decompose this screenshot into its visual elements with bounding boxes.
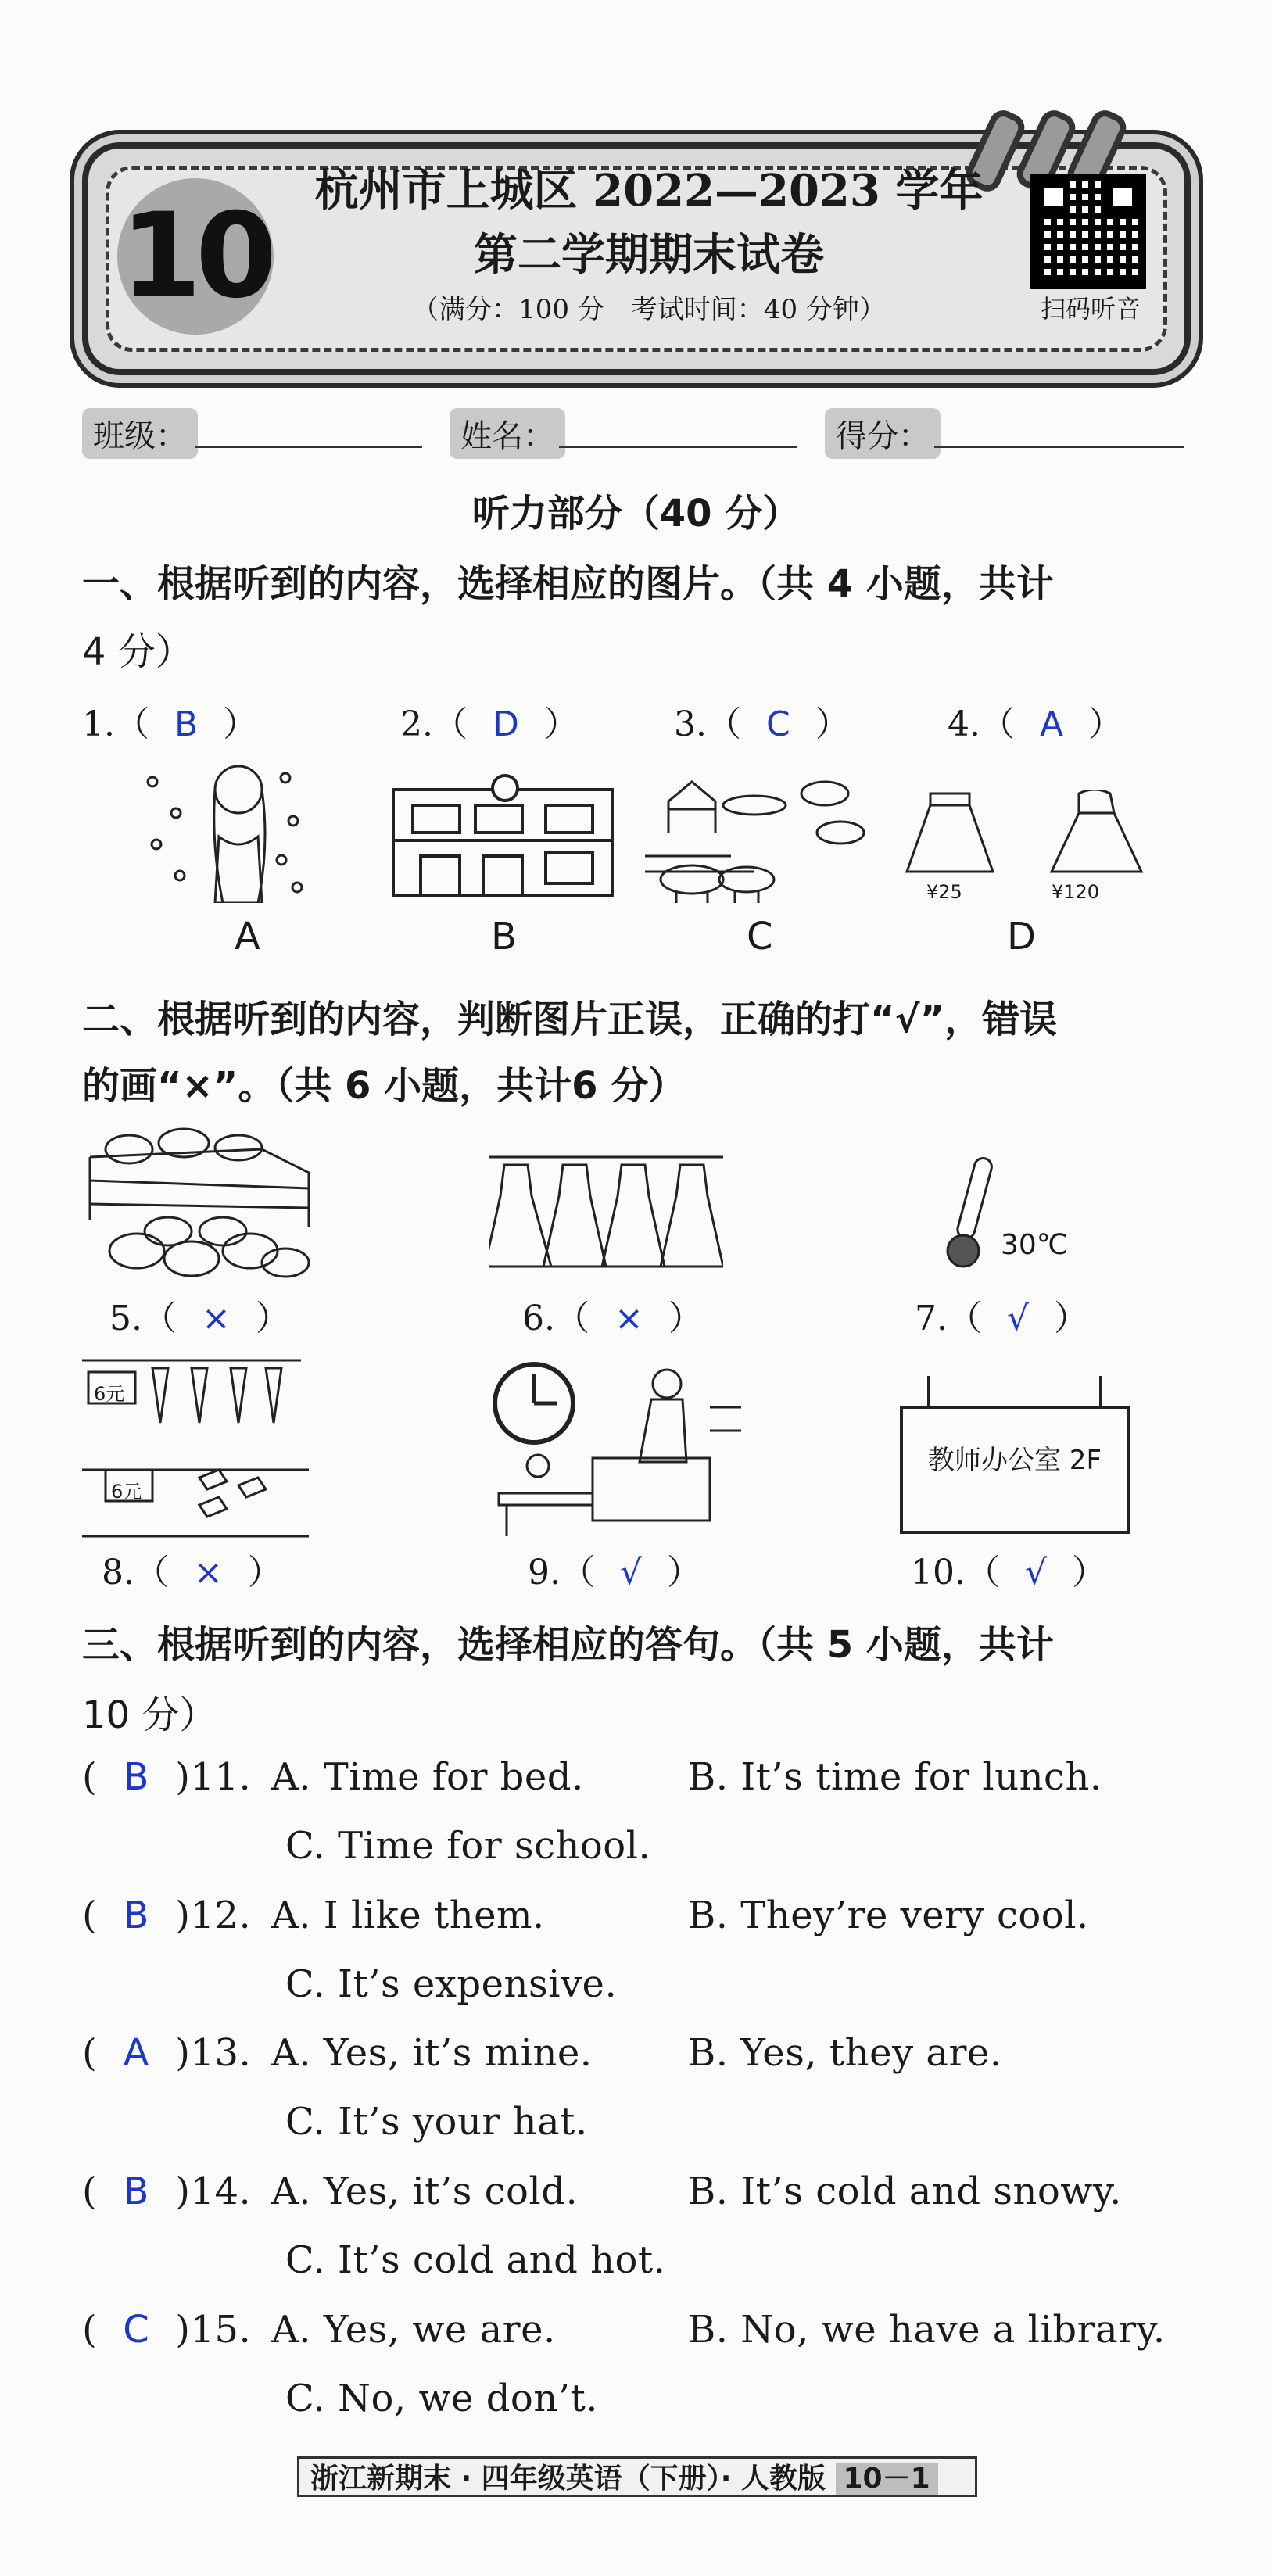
picture-d-skirts — [899, 790, 1157, 891]
qr-code-icon[interactable] — [1030, 174, 1146, 289]
question-5: 5.（ × ） — [109, 1299, 290, 1338]
section1-title: 一、根据听到的内容，选择相应的图片。（共 4 小题，共计 — [82, 562, 1054, 606]
footer-text: 浙江新期末 · 四年级英语（下册）· 人教版 — [310, 2463, 826, 2495]
question-11-option-c: C. Time for school. — [285, 1824, 651, 1868]
name-label: 姓名： — [450, 408, 565, 459]
question-4: 4.（ A ） — [948, 704, 1123, 744]
exam-number: 10 — [120, 188, 271, 324]
picture-a-snow-girl — [137, 758, 309, 903]
caption-c: C — [747, 915, 773, 958]
exam-subtitle: （满分：100 分 考试时间：40 分钟） — [412, 294, 886, 325]
question-12-option-b: B. They’re very cool. — [688, 1893, 1089, 1937]
question-10: 10.（ √ ） — [911, 1553, 1107, 1593]
question-7: 7.（ √ ） — [915, 1299, 1089, 1338]
listening-title: 听力部分（40 分） — [471, 492, 801, 536]
caption-d: D — [1007, 915, 1036, 958]
caption-b: B — [491, 915, 517, 958]
exam-title-line1: 杭州市上城区 2022—2023 学年 — [314, 165, 984, 217]
question-14-option-b: B. It’s cold and snowy. — [688, 2169, 1122, 2213]
price-tag-25: ¥25 — [926, 881, 962, 903]
question-6: 6.（ × ） — [522, 1299, 703, 1338]
question-12-option-c: C. It’s expensive. — [285, 1962, 618, 2006]
question-2: 2.（ D ） — [400, 704, 579, 744]
question-3: 3.（ C ） — [674, 704, 850, 744]
page-footer — [297, 2456, 977, 2497]
section3-title: 三、根据听到的内容，选择相应的答句。（共 5 小题，共计 — [82, 1623, 1054, 1667]
temperature-label: 30℃ — [1001, 1229, 1069, 1261]
question-11-option-b: B. It’s time for lunch. — [688, 1755, 1102, 1799]
picture-b-school-building — [389, 774, 616, 899]
score-label: 得分： — [825, 408, 941, 459]
question-13-option-b: B. Yes, they are. — [688, 2031, 1002, 2075]
section1-title-cont: 4 分） — [82, 630, 193, 674]
qr-caption: 扫码听音 — [1040, 294, 1141, 324]
score-field[interactable] — [934, 446, 1184, 448]
section2-title-cont: 的画“×”。（共 6 小题，共计6 分） — [82, 1064, 686, 1108]
question-8: 8.（ × ） — [102, 1553, 282, 1593]
section3-title-cont: 10 分） — [82, 1693, 217, 1737]
price-tag-120: ¥120 — [1052, 881, 1100, 903]
question-11: ( B )11. A. Time for bed. — [82, 1755, 584, 1799]
question-15: ( C )15. A. Yes, we are. — [82, 2308, 556, 2352]
question-13: ( A )13. A. Yes, it’s mine. — [82, 2031, 593, 2075]
question-9: 9.（ √ ） — [528, 1553, 702, 1593]
picture-dresses — [489, 1149, 723, 1274]
class-field[interactable] — [195, 446, 422, 448]
picture-c-farm — [645, 762, 880, 903]
page-number: 10－1 — [836, 2463, 938, 2495]
question-15-option-b: B. No, we have a library. — [688, 2308, 1166, 2352]
picture-potatoes — [82, 1126, 317, 1282]
name-field[interactable] — [559, 446, 797, 448]
question-13-option-c: C. It’s your hat. — [285, 2100, 588, 2144]
question-12: ( B )12. A. I like them. — [82, 1893, 545, 1937]
class-label: 班级： — [82, 408, 198, 459]
caption-a: A — [235, 915, 260, 958]
price-tag-upper: 6元 — [94, 1383, 125, 1405]
section2-title: 二、根据听到的内容，判断图片正误，正确的打“√”，错误 — [82, 998, 1058, 1041]
question-14-option-c: C. It’s cold and hot. — [285, 2238, 666, 2282]
picture-clock-classroom — [491, 1360, 741, 1540]
office-sign-text: 教师办公室 2F — [928, 1445, 1102, 1476]
question-15-option-c: C. No, we don’t. — [285, 2377, 599, 2420]
question-1: 1.（ B ） — [82, 704, 258, 744]
question-14: ( B )14. A. Yes, it’s cold. — [82, 2169, 579, 2213]
exam-title-line2: 第二学期期末试卷 — [474, 229, 824, 281]
price-tag-lower: 6元 — [111, 1481, 142, 1503]
